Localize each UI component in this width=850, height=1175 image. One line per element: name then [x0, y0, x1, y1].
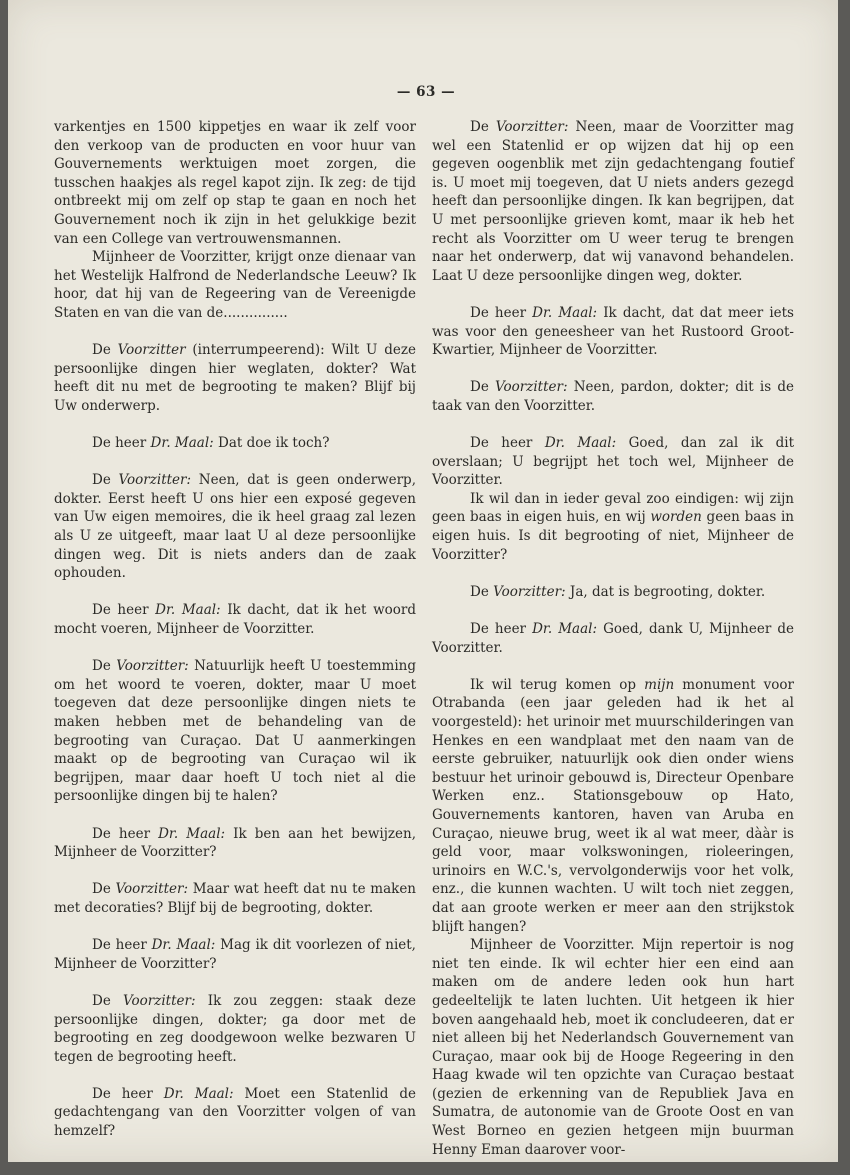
- paragraph-text: De: [92, 658, 117, 675]
- paragraph: [54, 248, 416, 322]
- paragraph-text: Natuurlijk heeft U toestemming om het woord te voeren, dokter, maar U moet toegeven dat deze persoonlijke dingen niets te maken hebben met de behandeling van de begrooting van Curaçao. Dat U aanmerkingen maakt op de begrooting van Curaçao wil ik begrijpen, maar daar hoeft U toch niet al die persoonlijke dingen bij te halen?: [54, 658, 416, 805]
- paragraph: [432, 378, 794, 415]
- paragraph: [432, 304, 794, 360]
- paragraph: [432, 118, 794, 285]
- paragraph: [432, 936, 794, 1159]
- page-number: — 63 —: [396, 84, 456, 100]
- paragraph-text: De: [92, 881, 116, 898]
- paragraph: [54, 657, 416, 806]
- paragraph: [432, 676, 794, 936]
- right-column: [432, 118, 794, 1159]
- speaker-label: Voorzitter:: [495, 119, 569, 135]
- paragraph-text: geen baas in eigen huis. Is dit begrooting of niet, Mijnheer de Voorzitter?: [432, 509, 794, 563]
- paragraph-text: Ik dacht, dat ik het woord mocht voeren, Mijnheer de Voorzitter.: [54, 602, 416, 638]
- paragraph-text: De: [470, 379, 496, 396]
- speaker-label: Dr. Maal:: [163, 1085, 234, 1102]
- paragraph: [54, 471, 416, 583]
- paragraph-text: varkentjes en 1500 kippetjes en waar ik zelf voor den verkoop van de producten en voor huur van Gouvernements werktuigen moet zorgen, die tusschen haakjes als regel kapot zijn. Ik zeg: de tijd ontbreekt mij om zelf op stap te gaan en noch het Gouvernement noch ik zijn in het gelukkige bezit van een College van vertrouwensmannen.: [54, 119, 416, 247]
- paragraph-text: Goed, dan zal ik dit overslaan; U begrijpt het toch wel, Mijnheer de Voorzitter.: [432, 435, 794, 489]
- paragraph: [54, 825, 416, 862]
- paragraph-text: Ik zou zeggen: staak deze persoonlijke dingen, dokter; ga door met de begrooting en zeg doodgewoon welke bezwaren U tegen de begrooting heeft.: [54, 992, 417, 1065]
- paragraph: [54, 1085, 416, 1141]
- speaker-label: Voorzitter:: [123, 992, 196, 1009]
- speaker-label: mijn: [644, 676, 675, 693]
- paragraph-text: De: [92, 342, 118, 359]
- paragraph-text: Ik wil dan in ieder geval zoo eindigen: wij zijn geen baas in eigen huis, en wij: [432, 490, 794, 526]
- speaker-label: Dr. Maal:: [150, 435, 214, 452]
- paragraph-text: De heer: [92, 602, 156, 619]
- paragraph: [54, 118, 416, 248]
- speaker-label: Dr. Maal:: [151, 937, 216, 954]
- paragraph-text: Goed, dank U, Mijnheer de Voorzitter.: [432, 621, 794, 656]
- paragraph: [54, 434, 416, 453]
- speaker-label: worden: [650, 509, 702, 526]
- paragraph: [432, 583, 794, 602]
- paragraph-text: De: [470, 119, 496, 135]
- paragraph-text: Ik dacht, dat dat meer iets was voor den geneesheer van het Rustoord Groot-Kwartier, Mijnheer de Voorzitter.: [432, 304, 794, 359]
- speaker-label: Dr. Maal:: [532, 621, 598, 638]
- speaker-label: Voorzitter: [117, 342, 186, 359]
- paragraph: [54, 992, 416, 1066]
- paragraph-text: Dat doe ik toch?: [213, 435, 330, 452]
- paragraph-text: Maar wat heeft dat nu te maken met decoraties? Blijf bij de begrooting, dokter.: [54, 881, 417, 916]
- left-column: [54, 118, 416, 1141]
- paragraph: [432, 620, 794, 657]
- paragraph: [54, 601, 416, 638]
- speaker-label: Voorzitter:: [118, 472, 192, 489]
- paragraph-text: De heer: [92, 435, 151, 452]
- speaker-label: Dr. Maal:: [155, 602, 221, 619]
- speaker-label: Dr. Maal:: [544, 435, 617, 452]
- paragraph-text: Mijnheer de Voorzitter. Mijn repertoir is nog niet ten einde. Ik wil echter hier een eind aan maken om de andere leden ook hun hart gedeeltelijk te laten luchten. Uit hetgeen ik hier boven aangehaald heb, moet ik concludeeren, dat er niet alleen bij het Nederlandsch Gouvernement van Curaçao, maar ook bij de Hooge Regeering in den Haag kwade wil ten opzichte van Curaçao bestaat (gezien de erkenning van de Republiek Java en Sumatra, de autonomie van de Groote Oost en van West Borneo en gezien hetgeen mijn buurman Henny Eman daarover voor-: [432, 937, 794, 1158]
- paragraph-text: De heer: [92, 937, 152, 954]
- paragraph-text: Ik ben aan het bewijzen, Mijnheer de Voorzitter?: [54, 825, 416, 861]
- paragraph-text: Neen, maar de Voorzitter mag wel een Statenlid er op wijzen dat hij op een gegeven oogenblik met zijn gedachtengang foutief is. U moet mij toegeven, dat U niets anders gezegd heeft dan persoonlijke dingen. Ik kan begrijpen, dat U met persoonlijke grieven komt, maar ik heb het recht als Voorzitter om U weer terug te brengen naar het onderwerp, dat wij vanavond behandelen. Laat U deze persoonlijke dingen weg, dokter.: [432, 119, 795, 284]
- paragraph-text: Neen, dat is geen onderwerp, dokter. Eerst heeft U ons hier een exposé gegeven van Uw eigen memoires, die ik heel graag zal lezen als U ze uitgeeft, maar laat U al deze persoonlijke dingen weg. Dit is niets anders dan de zaak ophouden.: [54, 472, 416, 582]
- paragraph-text: De: [470, 583, 494, 600]
- speaker-label: Dr. Maal:: [158, 825, 226, 842]
- paragraph: [432, 434, 794, 490]
- paragraph: [54, 880, 416, 917]
- paragraph-text: Mag ik dit voorlezen of niet, Mijnheer de Voorzitter?: [54, 937, 416, 972]
- paragraph-text: De heer: [92, 1085, 164, 1102]
- paragraph-text: monument voor Otrabanda (een jaar geleden had ik het al voorgesteld): het urinoir met muurschilderingen van Henkes en een wandplaat met den naam van de eerste gebruiker, natuurlijk ook dien onder wiens bestuur het urinoir gebouwd is, Directeur Openbare Werken enz.. Stationsgebouw op Hato, Gouvernements kantoren, haven van Aruba en Curaçao, nieuwe brug, weet ik al wat meer, dààr is geld voor, maar volkswoningen, rioleeringen, urinoirs en W.C.'s, vervolgonderwijs voor het volk, enz., die kunnen wachten. U wilt toch niet zeggen, dat aan groote werken er meer aan den strijkstok blijft hangen?: [432, 676, 794, 935]
- paragraph-text: De heer: [470, 621, 533, 638]
- speaker-label: Voorzitter:: [115, 881, 189, 898]
- paragraph-text: De heer: [470, 435, 545, 452]
- speaker-label: Voorzitter:: [495, 379, 568, 396]
- paragraph-text: Mijnheer de Voorzitter, krijgt onze dienaar van het Westelijk Halfrond de Nederlandsche Leeuw? Ik hoor, dat hij van de Regeering van de Vereenigde Staten en van die van de...............: [54, 249, 416, 321]
- paragraph-text: De heer: [470, 304, 533, 321]
- document-page: [8, 0, 838, 1162]
- speaker-label: Dr. Maal:: [532, 304, 598, 321]
- paragraph-text: Ja, dat is begrooting, dokter.: [565, 583, 766, 600]
- paragraph-text: Neen, pardon, dokter; dit is de taak van den Voorzitter.: [432, 379, 794, 414]
- paragraph: [54, 341, 416, 415]
- paragraph-text: Moet een Statenlid de gedachtengang van den Voorzitter volgen of van hemzelf?: [54, 1085, 416, 1140]
- paragraph-text: De heer: [92, 825, 159, 842]
- speaker-label: Voorzitter:: [493, 583, 566, 600]
- speaker-label: Voorzitter:: [116, 658, 189, 675]
- paragraph: [54, 936, 416, 973]
- paragraph-text: Ik wil terug komen op: [470, 676, 645, 693]
- paragraph-text: De: [92, 992, 124, 1009]
- paragraph-text: De: [92, 472, 119, 489]
- paragraph-text: (interrumpeerend): Wilt U deze persoonlijke dingen hier weglaten, dokter? Wat heeft dit nu met de begrooting te maken? Blijf bij Uw onderwerp.: [54, 342, 416, 414]
- paragraph: [432, 490, 794, 564]
